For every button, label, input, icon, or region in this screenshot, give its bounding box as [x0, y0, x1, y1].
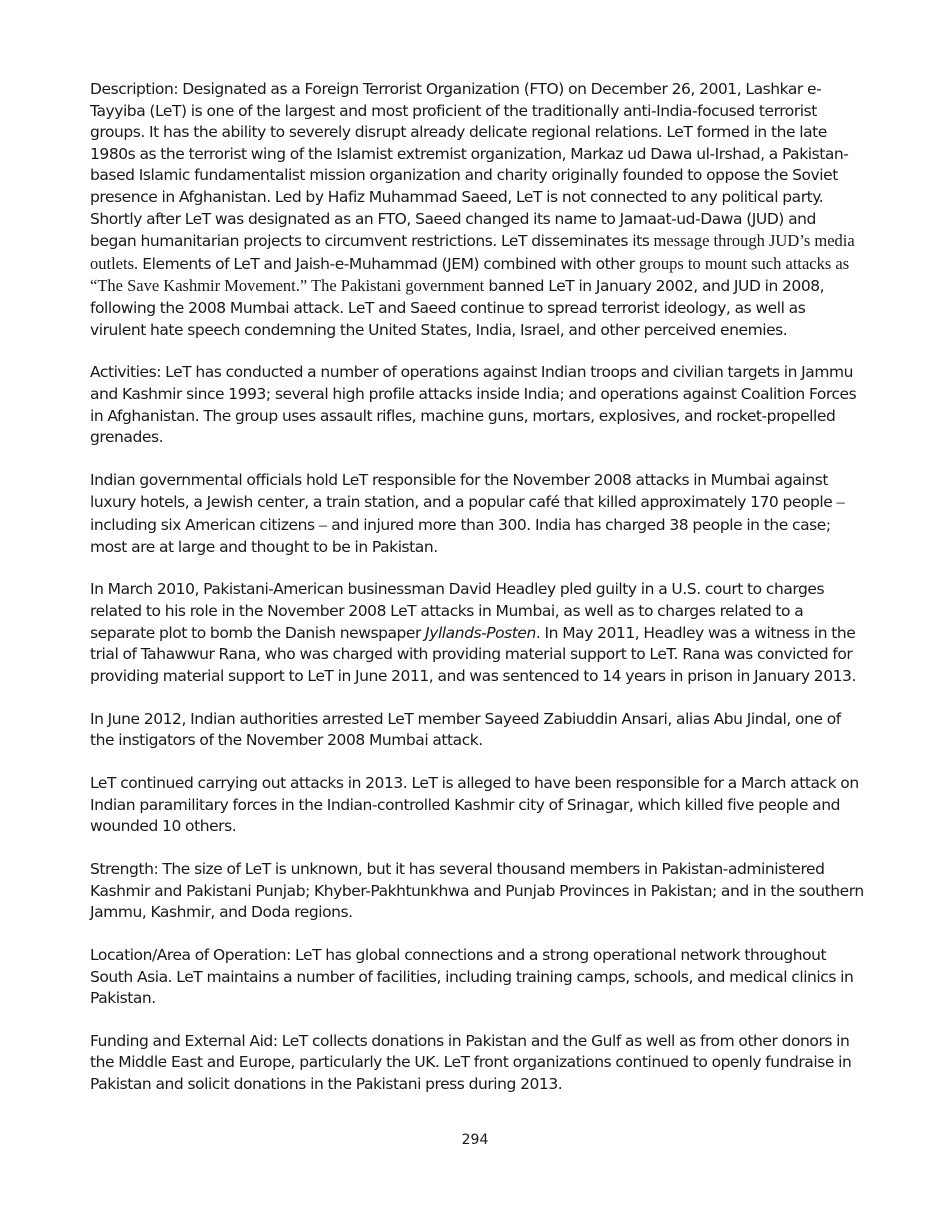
- ansari-paragraph: [90, 709, 865, 752]
- funding-label: Funding and External Aid:: [90, 1031, 278, 1050]
- description-paragraph: [90, 79, 865, 341]
- document-body: [90, 79, 865, 1117]
- description-text-3: banned LeT in January 2002, and JUD in 2008, following the 2008 Mumbai attack. LeT and Saeed continue to spread terrorist ideology, as well as virulent hate speech condemning the United States, India, Israel, and other perceived enemies.: [90, 277, 825, 339]
- newspaper-title: Jyllands-Posten: [425, 623, 536, 642]
- mumbai-text-1: Indian governmental officials hold LeT responsible for the November 2008 attacks in Mumbai against luxury hotels, a Jewish center, a train station, and a popular café that killed approximately 170 people: [90, 470, 837, 512]
- activities-label: Activities:: [90, 363, 161, 382]
- headley-text-2: . In May 2011, Headley was a witness in the trial of Tahawwur Rana, who was charged with providing material support to LeT. Rana was convicted for providing material support to LeT in June 2011, and was sentenced to 14 years in prison in January 2013.: [90, 623, 856, 685]
- strength-text: The size of LeT is unknown, but it has several thousand members in Pakistan-administered Kashmir and Pakistani Punjab; Khyber-Pakhtunkhwa and Punjab Provinces in Pakistan; and in the southern Jammu, Kashmir, and Doda regions.: [90, 859, 864, 922]
- description-text-2: Elements of LeT and Jaish-e-Muhammad (JEM) combined with other: [138, 254, 639, 273]
- ansari-text: In June 2012, Indian authorities arrested LeT member Sayeed Zabiuddin Ansari, alias Abu Jindal, one of the instigators of the November 2008 Mumbai attack.: [90, 709, 841, 750]
- location-text: LeT has global connections and a strong operational network throughout South Asia. LeT maintains a number of facilities, including training camps, schools, and medical clinics in Pakistan.: [90, 945, 854, 1008]
- location-label: Location/Area of Operation:: [90, 945, 291, 964]
- funding-text: LeT collects donations in Pakistan and the Gulf as well as from other donors in the Middle East and Europe, particularly the UK. LeT front organizations continued to openly fundraise in Pakistan and solicit donations in the Pakistani press during 2013.: [90, 1031, 852, 1094]
- headley-paragraph: [90, 579, 865, 687]
- attacks-2013-paragraph: [90, 773, 865, 838]
- activities-text: LeT has conducted a number of operations against Indian troops and civilian targets in Jammu and Kashmir since 1993; several high profile attacks inside India; and operations against Coalition Forces in Afghanistan. The group uses assault rifles, machine guns, mortars, explosives, and rocket-propelled grenades.: [90, 363, 857, 447]
- mumbai-text-3: and injured more than 300. India has charged 38 people in the case; most are at large and thought to be in Pakistan.: [90, 516, 831, 556]
- location-paragraph: [90, 945, 865, 1010]
- mumbai-dash-2: –: [318, 515, 328, 535]
- description-text-serif-2: groups to mount such attacks as “The Save Kashmir Movement.” The Pakistani government: [90, 253, 850, 296]
- description-text-serif-1: message through JUD’s media outlets.: [90, 231, 855, 273]
- strength-paragraph: [90, 859, 865, 924]
- description-text-1: Designated as a Foreign Terrorist Organization (FTO) on December 26, 2001, Lashkar e-Tayyiba (LeT) is one of the largest and most proficient of the traditionally anti-India-focused terrorist groups. It has the ability to severely disrupt already delicate regional relations. LeT formed in the late 1980s as the terrorist wing of the Islamist extremist organization, Markaz ud Dawa ul-Irshad, a Pakistan-based Islamic fundamentalist mission organization and charity originally founded to oppose the Soviet presence in Afghanistan. Led by Hafiz Muhammad Saeed, LeT is not connected to any political party. Shortly after LeT was designated as an FTO, Saeed changed its name to Jamaat-ud-Dawa (JUD) and began humanitarian projects to circumvent restrictions. LeT disseminates its: [90, 80, 849, 251]
- mumbai-dash-1: –: [836, 492, 845, 512]
- mumbai-text-2: including six American citizens: [90, 516, 319, 535]
- strength-label: Strength:: [90, 859, 159, 878]
- headley-text-1: In March 2010, Pakistani-American businessman David Headley pled guilty in a U.S. court to charges related to his role in the November 2008 LeT attacks in Mumbai, as well as to charges related to a separate plot to bomb the Danish newspaper: [90, 580, 825, 642]
- page-number: 294: [461, 1132, 489, 1148]
- activities-paragraph: [90, 362, 865, 448]
- funding-paragraph: [90, 1031, 865, 1096]
- description-label: Description:: [90, 80, 179, 98]
- attacks-2013-text: LeT continued carrying out attacks in 2013. LeT is alleged to have been responsible for a March attack on Indian paramilitary forces in the Indian-controlled Kashmir city of Srinagar, which killed five people and wounded 10 others.: [90, 773, 859, 836]
- mumbai-attacks-paragraph: [90, 470, 865, 558]
